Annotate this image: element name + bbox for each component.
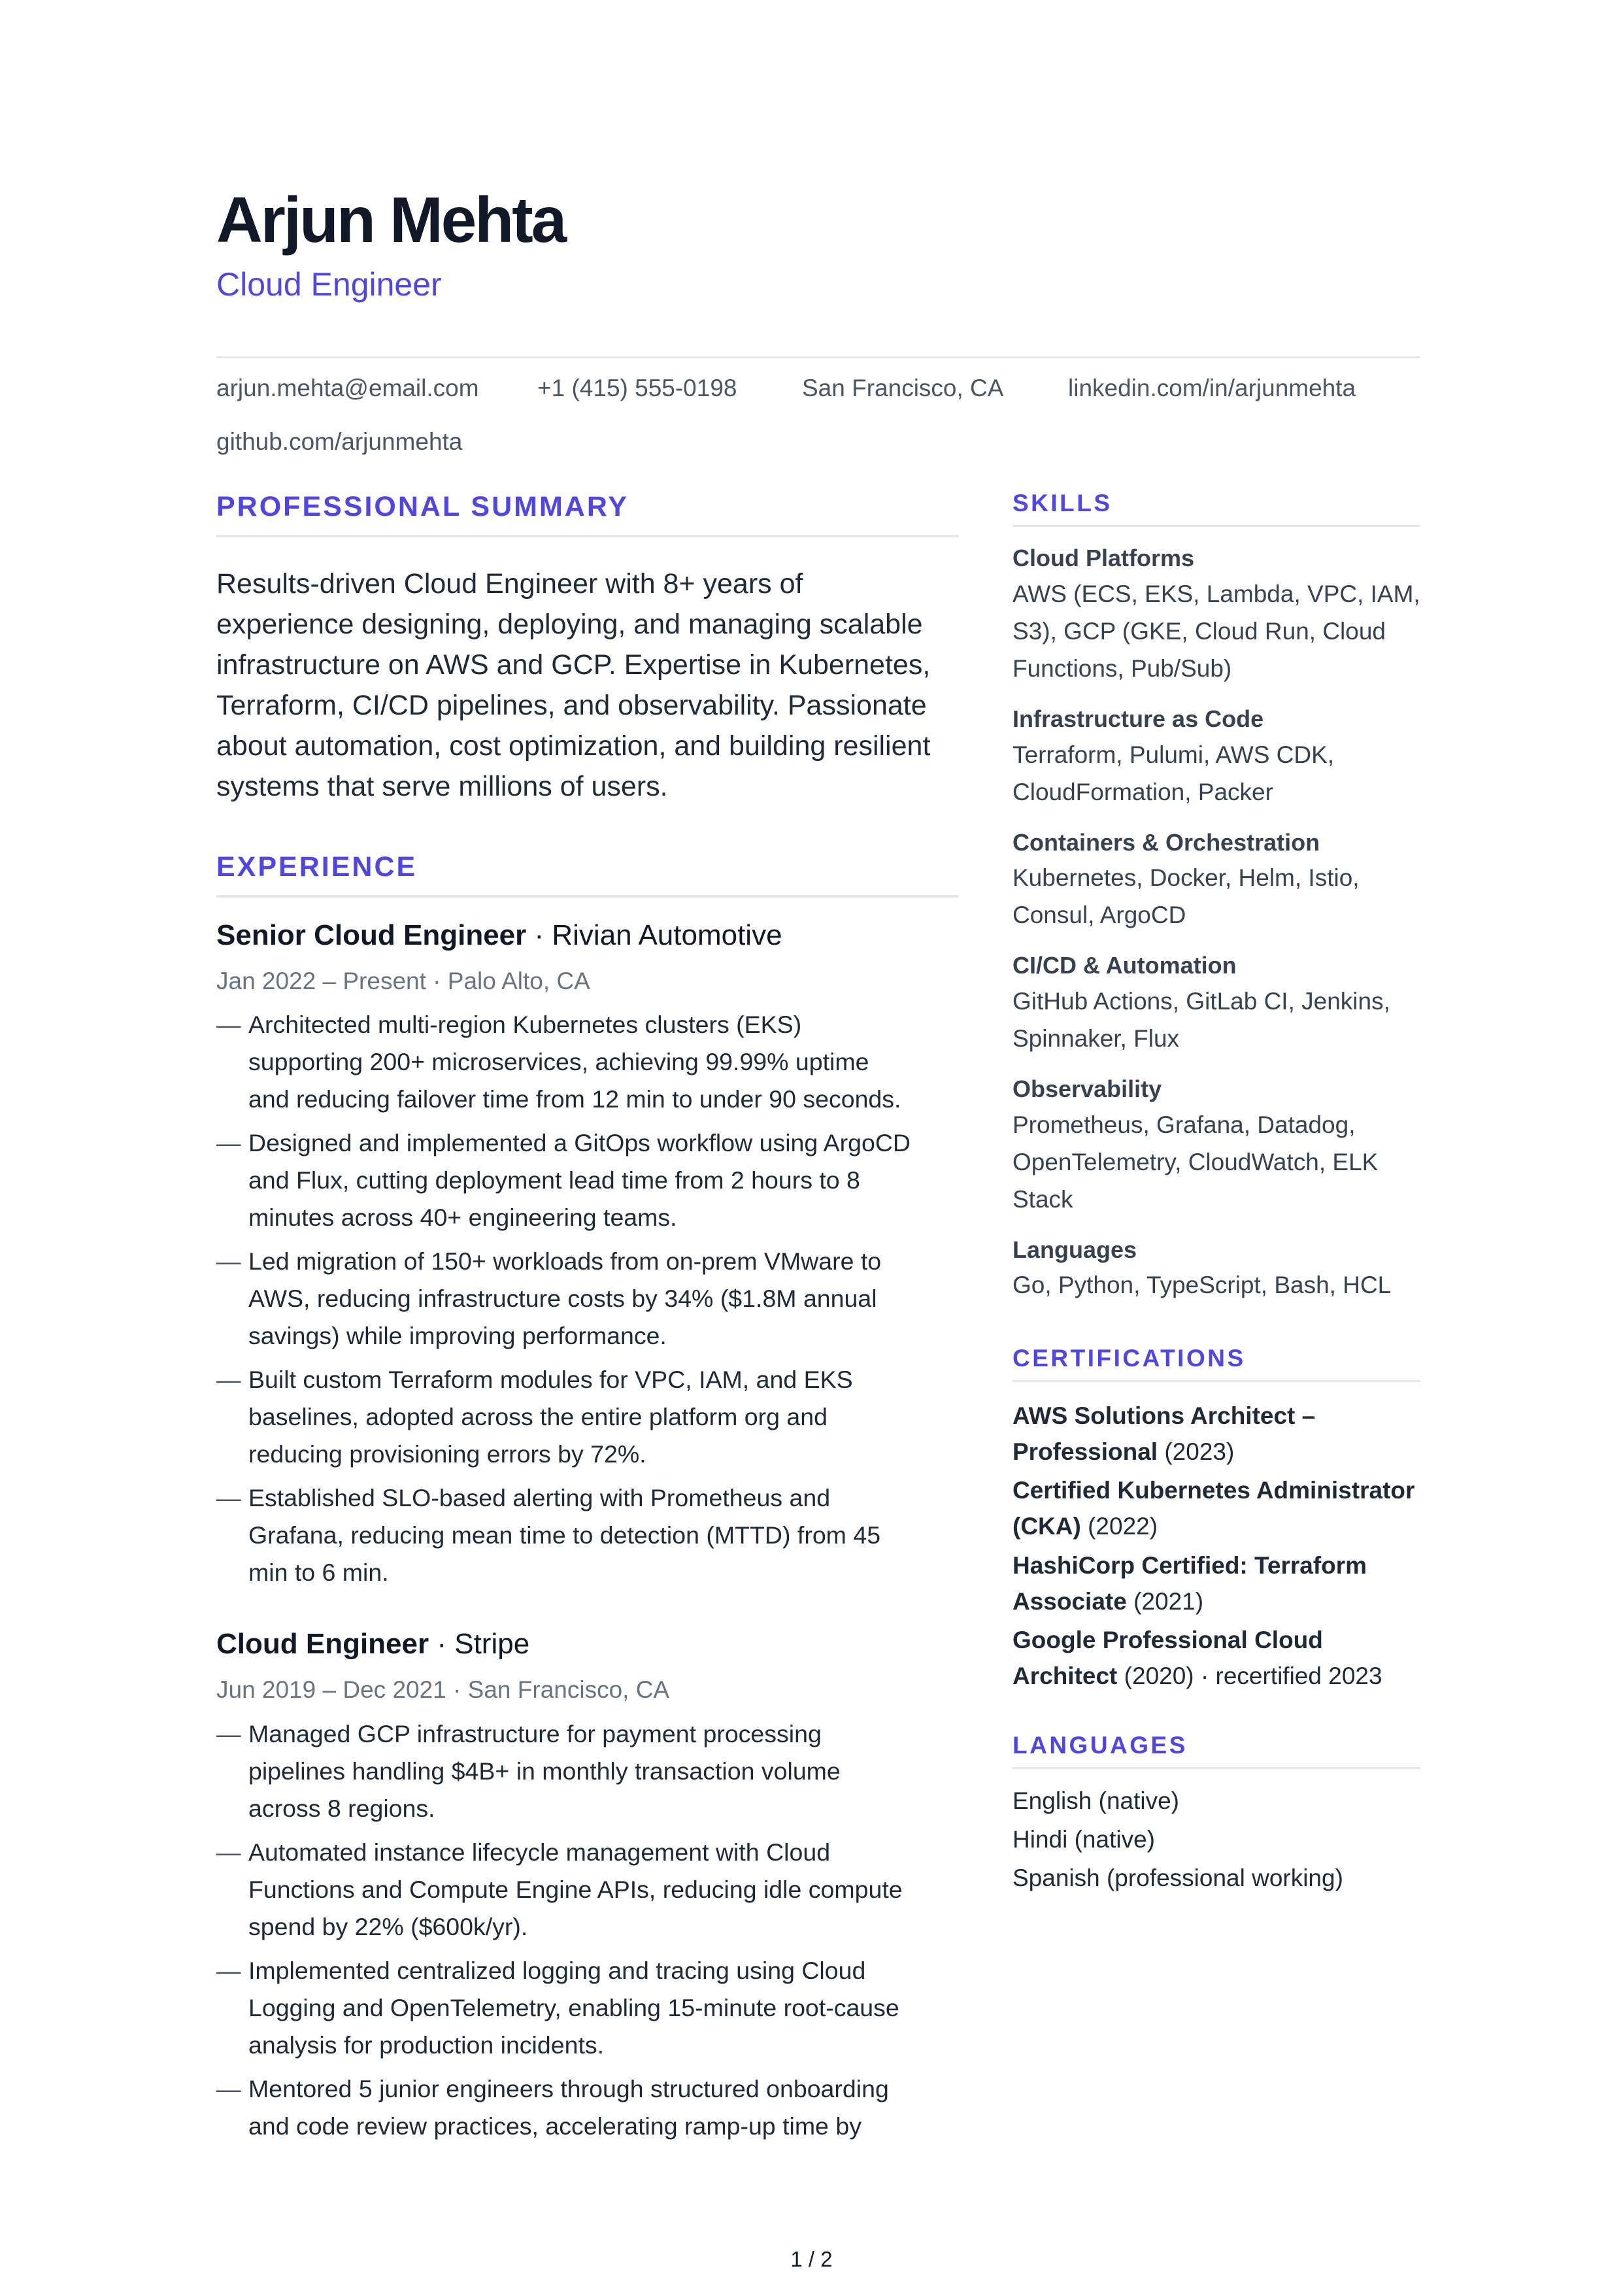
header-divider bbox=[216, 356, 1420, 358]
bullet-line: Logging and OpenTelemetry, enabling 15-minute root-cause bbox=[248, 1994, 899, 2021]
bullet-line: Automated instance lifecycle management with Cloud bbox=[248, 1838, 831, 1866]
language-item: English (native) bbox=[1012, 1787, 1180, 1814]
skill-line: OpenTelemetry, CloudWatch, ELK bbox=[1012, 1149, 1379, 1175]
bullet-dash: — bbox=[216, 1838, 241, 1866]
bullet-line: pipelines handling $4B+ in monthly transaction volume bbox=[248, 1757, 841, 1785]
skill-line: GitHub Actions, GitLab CI, Jenkins, bbox=[1012, 988, 1390, 1015]
summary-text bbox=[216, 564, 962, 807]
skill-line: Stack bbox=[1012, 1186, 1073, 1213]
certifications-heading: CERTIFICATIONS bbox=[1012, 1345, 1246, 1372]
summary-line: infrastructure on AWS and GCP. Expertise in Kubernetes, bbox=[216, 649, 931, 681]
summary-line: Results-driven Cloud Engineer with 8+ years of bbox=[216, 568, 803, 599]
bullet-line: min to 6 min. bbox=[248, 1559, 389, 1586]
bullet-line: Mentored 5 junior engineers through structured onboarding bbox=[248, 2075, 889, 2102]
job-company: · Rivian Automotive bbox=[526, 919, 782, 951]
bullet-line: Architected multi-region Kubernetes clusters (EKS) bbox=[248, 1011, 802, 1038]
summary-heading: PROFESSIONAL SUMMARY bbox=[216, 491, 629, 522]
job-role: Senior Cloud Engineer bbox=[216, 919, 527, 951]
bullet-line: analysis for production incidents. bbox=[248, 2031, 605, 2059]
summary-line: experience designing, deploying, and managing scalable bbox=[216, 609, 923, 640]
contact-phone[interactable]: +1 (415) 555-0198 bbox=[537, 375, 737, 401]
languages-heading: LANGUAGES bbox=[1012, 1732, 1188, 1759]
bullet-dash: — bbox=[216, 2075, 241, 2102]
bullet-dash: — bbox=[216, 1484, 241, 1511]
bullet-line: AWS, reducing infrastructure costs by 34% ($1.8M annual bbox=[248, 1285, 877, 1312]
bullet-dash: — bbox=[216, 1957, 241, 1984]
certification-item bbox=[1012, 1622, 1382, 1694]
cert-name: AWS Solutions Architect – bbox=[1012, 1402, 1316, 1429]
language-item: Hindi (native) bbox=[1012, 1826, 1155, 1853]
cert-year: (2021) bbox=[1126, 1588, 1204, 1615]
skill-line: Go, Python, TypeScript, Bash, HCL bbox=[1012, 1272, 1392, 1298]
cert-name: Certified Kubernetes Administrator bbox=[1012, 1477, 1415, 1504]
skill-category: CI/CD & Automation bbox=[1012, 952, 1237, 979]
skill-line: Consul, ArgoCD bbox=[1012, 902, 1186, 928]
skill-list bbox=[1012, 1266, 1391, 1304]
bullet-line: and reducing failover time from 12 min to under 90 seconds. bbox=[248, 1085, 901, 1113]
bullet-line: Designed and implemented a GitOps workflow using ArgoCD bbox=[248, 1129, 911, 1156]
page-number: 1 / 2 bbox=[790, 2247, 833, 2271]
certifications-divider bbox=[1012, 1380, 1420, 1382]
certification-item bbox=[1012, 1472, 1414, 1544]
summary-divider bbox=[216, 535, 959, 537]
skill-category: Observability bbox=[1012, 1075, 1162, 1102]
bullet-line: across 8 regions. bbox=[248, 1795, 435, 1822]
cert-year: (2022) bbox=[1080, 1513, 1158, 1540]
bullet-dash: — bbox=[216, 1247, 241, 1275]
skill-line: Kubernetes, Docker, Helm, Istio, bbox=[1012, 864, 1360, 891]
bullet-line: Implemented centralized logging and tracing using Cloud bbox=[248, 1957, 866, 1984]
bullet-line: supporting 200+ microservices, achieving 99.99% uptime bbox=[248, 1048, 869, 1075]
contact-github[interactable]: github.com/arjunmehta bbox=[216, 428, 463, 455]
cert-year: (2023) bbox=[1158, 1438, 1235, 1465]
skill-line: Spinnaker, Flux bbox=[1012, 1025, 1180, 1052]
bullet-line: minutes across 40+ engineering teams. bbox=[248, 1204, 677, 1231]
bullet-line: Built custom Terraform modules for VPC, IAM, and EKS bbox=[248, 1366, 853, 1393]
skill-list bbox=[1012, 575, 1420, 687]
skill-line: Functions, Pub/Sub) bbox=[1012, 655, 1232, 682]
skill-line: AWS (ECS, EKS, Lambda, VPC, IAM, bbox=[1012, 581, 1420, 607]
skills-heading: SKILLS bbox=[1012, 490, 1113, 516]
contact-linkedin[interactable]: linkedin.com/in/arjunmehta bbox=[1068, 375, 1356, 401]
bullet-line: reducing provisioning errors by 72%. bbox=[248, 1440, 646, 1468]
contact-email[interactable]: arjun.mehta@email.com bbox=[216, 375, 479, 401]
candidate-name: Arjun Mehta bbox=[216, 184, 565, 256]
skill-category: Infrastructure as Code bbox=[1012, 705, 1264, 732]
job-title-row bbox=[216, 919, 782, 953]
bullet-line: spend by 22% ($600k/yr). bbox=[248, 1913, 528, 1940]
languages-divider bbox=[1012, 1767, 1420, 1769]
skill-list bbox=[1012, 859, 1360, 934]
skill-category: Languages bbox=[1012, 1236, 1137, 1263]
skills-divider bbox=[1012, 525, 1420, 527]
language-item: Spanish (professional working) bbox=[1012, 1865, 1343, 1891]
skill-list bbox=[1012, 983, 1390, 1057]
skill-line: CloudFormation, Packer bbox=[1012, 779, 1273, 805]
skill-category: Cloud Platforms bbox=[1012, 545, 1195, 571]
bullet-line: and code review practices, accelerating ramp-up time by bbox=[248, 2112, 862, 2140]
skill-line: Prometheus, Grafana, Datadog, bbox=[1012, 1111, 1356, 1138]
skill-line: S3), GCP (GKE, Cloud Run, Cloud bbox=[1012, 618, 1386, 645]
experience-divider bbox=[216, 895, 959, 898]
contact-location: San Francisco, CA bbox=[802, 375, 1004, 401]
bullet-line: Managed GCP infrastructure for payment processing bbox=[248, 1720, 822, 1747]
skill-list bbox=[1012, 1106, 1378, 1218]
bullet-dash: — bbox=[216, 1366, 241, 1393]
bullet-line: Functions and Compute Engine APIs, reducing idle compute bbox=[248, 1876, 903, 1903]
skill-line: Terraform, Pulumi, AWS CDK, bbox=[1012, 741, 1335, 768]
cert-name-cont: (CKA) bbox=[1012, 1513, 1081, 1540]
bullet-line: and Flux, cutting deployment lead time from 2 hours to 8 bbox=[248, 1166, 860, 1194]
bullet-line: baselines, adopted across the entire platform org and bbox=[248, 1403, 828, 1430]
certification-item bbox=[1012, 1547, 1367, 1619]
summary-line: about automation, cost optimization, and building resilient bbox=[216, 730, 931, 762]
cert-name-cont: Associate bbox=[1012, 1588, 1127, 1615]
job-role: Cloud Engineer bbox=[216, 1628, 429, 1660]
candidate-title: Cloud Engineer bbox=[216, 266, 442, 303]
cert-name-cont: Professional bbox=[1012, 1438, 1158, 1465]
bullet-dash: — bbox=[216, 1011, 241, 1038]
cert-name: Google Professional Cloud bbox=[1012, 1627, 1323, 1653]
bullet-line: Led migration of 150+ workloads from on-prem VMware to bbox=[248, 1247, 882, 1275]
summary-line: Terraform, CI/CD pipelines, and observability. Passionate bbox=[216, 690, 927, 721]
experience-heading: EXPERIENCE bbox=[216, 851, 418, 883]
bullet-line: savings) while improving performance. bbox=[248, 1322, 667, 1349]
certification-item bbox=[1012, 1398, 1315, 1470]
cert-name-cont: Architect bbox=[1012, 1663, 1118, 1689]
bullet-line: Grafana, reducing mean time to detection (MTTD) from 45 bbox=[248, 1521, 881, 1549]
skill-category: Containers & Orchestration bbox=[1012, 829, 1320, 856]
bullet-dash: — bbox=[216, 1720, 241, 1747]
job-meta: Jun 2019 – Dec 2021 · San Francisco, CA bbox=[216, 1676, 670, 1703]
job-meta: Jan 2022 – Present · Palo Alto, CA bbox=[216, 968, 590, 994]
job-company: · Stripe bbox=[429, 1628, 530, 1660]
cert-name: HashiCorp Certified: Terraform bbox=[1012, 1552, 1367, 1579]
job-title-row bbox=[216, 1627, 529, 1662]
summary-line: systems that serve millions of users. bbox=[216, 771, 668, 802]
bullet-dash: — bbox=[216, 1129, 241, 1156]
skill-list bbox=[1012, 736, 1334, 811]
bullet-line: Established SLO-based alerting with Prometheus and bbox=[248, 1484, 831, 1511]
cert-year: (2020) · recertified 2023 bbox=[1117, 1663, 1382, 1689]
